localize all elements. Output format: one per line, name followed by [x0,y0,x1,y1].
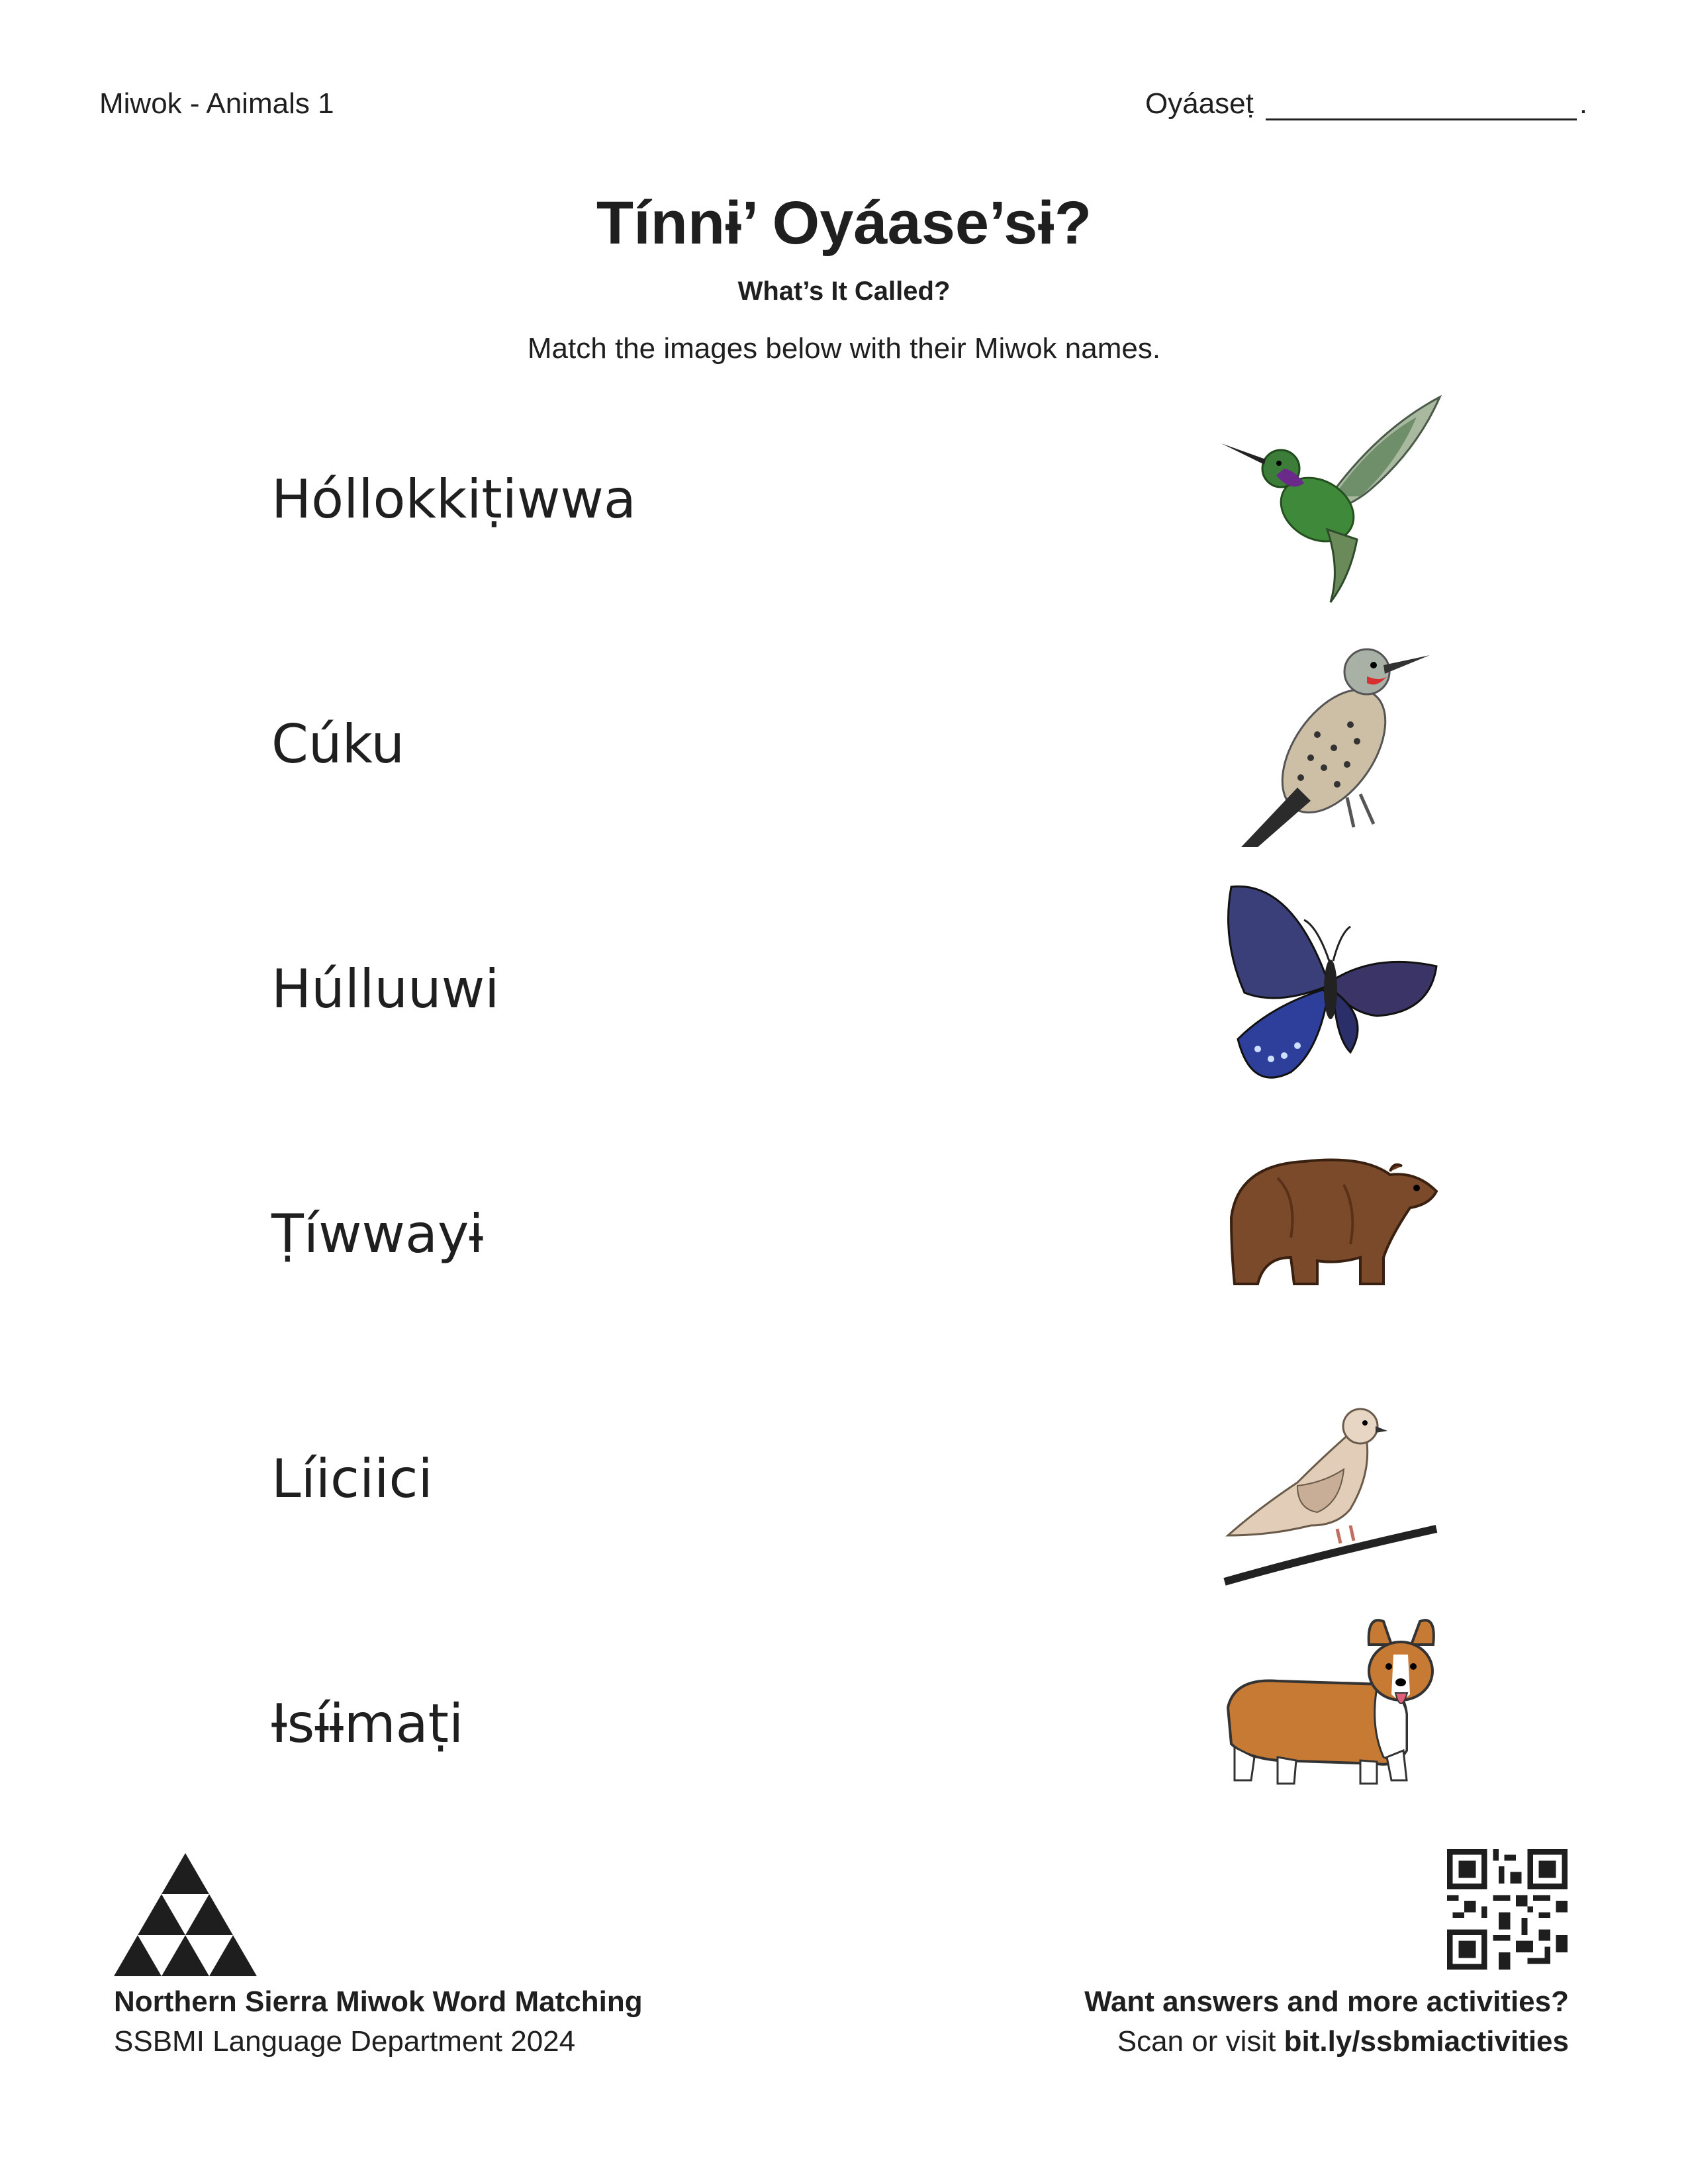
name-blank-line[interactable] [1266,92,1577,120]
name-label: Oyáaseṭ [1145,87,1254,120]
butterfly-image [1218,880,1443,1099]
footer-link[interactable]: bit.ly/ssbmiactivities [1284,2025,1569,2058]
flicker-image [1218,635,1443,854]
word-1: Hóllokkiṭiwwa [271,469,636,530]
word-5: Líiciici [271,1448,433,1510]
name-field [1145,87,1587,120]
corgi-image [1218,1615,1443,1833]
dove-image [1218,1370,1443,1588]
page-subtitle: What’s It Called? [737,277,951,306]
hummingbird-image [1218,390,1443,609]
triangle-logo [114,1853,257,1976]
footer-cta: Want answers and more activities? [1084,1985,1569,2018]
instructions: Match the images below with their Miwok names. [527,332,1161,365]
qr-code[interactable] [1447,1849,1568,1970]
word-4: Ṭíwwayɨ [271,1203,484,1265]
footer-scan-line [1117,2025,1569,2058]
word-2: Cúku [271,713,405,775]
word-3: Húlluuwi [271,958,500,1020]
worksheet-label: Miwok - Animals 1 [99,87,334,120]
name-end: . [1579,87,1588,120]
footer-scan-text: Scan or visit [1117,2025,1284,2058]
footer-department: SSBMI Language Department 2024 [114,2025,576,2058]
footer-title: Northern Sierra Miwok Word Matching [114,1985,643,2018]
page-title: Tínnɨ’ Oyáase’sɨ? [596,189,1092,257]
word-6: Ɨsɨ́ɨmaṭi [271,1693,464,1754]
bear-image [1218,1125,1443,1343]
